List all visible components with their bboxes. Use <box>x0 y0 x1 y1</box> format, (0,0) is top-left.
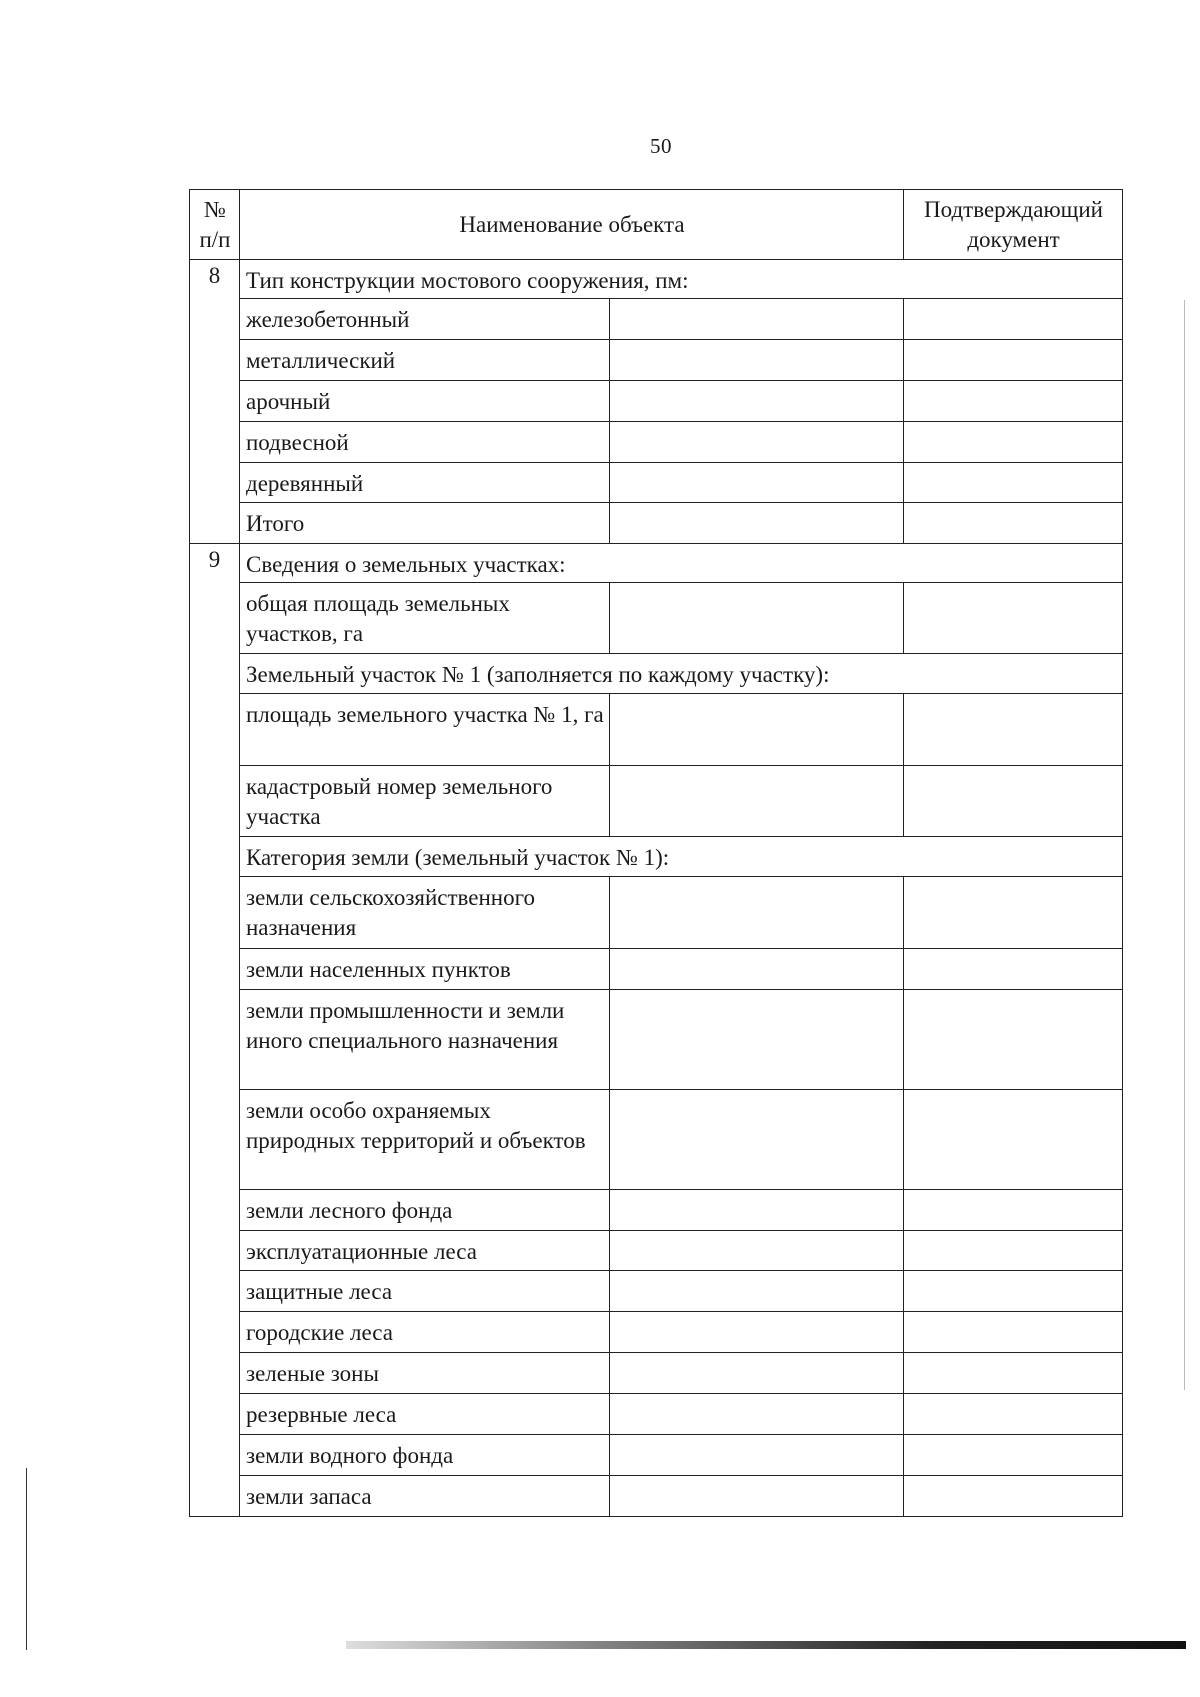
doc-cell[interactable] <box>904 1394 1123 1435</box>
row-label: железобетонный <box>240 299 610 340</box>
table-row-total <box>190 503 1123 544</box>
value-cell[interactable] <box>610 503 904 544</box>
doc-cell[interactable] <box>904 694 1123 766</box>
table-row <box>190 1189 1123 1230</box>
value-cell[interactable] <box>610 876 904 948</box>
page-number: 50 <box>650 134 672 158</box>
table-row <box>190 989 1123 1089</box>
value-cell[interactable] <box>610 1475 904 1516</box>
value-cell[interactable] <box>610 462 904 503</box>
row-label: арочный <box>240 380 610 421</box>
value-cell[interactable] <box>610 766 904 837</box>
value-cell[interactable] <box>610 1089 904 1189</box>
table-row <box>190 1394 1123 1435</box>
row-label: защитные леса <box>240 1271 610 1312</box>
value-cell[interactable] <box>610 989 904 1089</box>
section-8-number: 8 <box>190 260 240 544</box>
row-label: земли промышленности и земли иного специального назначения <box>240 989 610 1089</box>
row-label: городские леса <box>240 1312 610 1353</box>
doc-cell[interactable] <box>904 583 1123 654</box>
value-cell[interactable] <box>610 1353 904 1394</box>
value-cell[interactable] <box>610 1230 904 1271</box>
doc-cell[interactable] <box>904 1435 1123 1476</box>
table-row <box>190 583 1123 654</box>
table-row <box>190 1435 1123 1476</box>
value-cell[interactable] <box>610 1189 904 1230</box>
table-row <box>190 1312 1123 1353</box>
row-label: зеленые зоны <box>240 1353 610 1394</box>
doc-cell[interactable] <box>904 1089 1123 1189</box>
doc-cell[interactable] <box>904 876 1123 948</box>
row-label: подвесной <box>240 421 610 462</box>
row-label: деревянный <box>240 462 610 503</box>
row-label: металлический <box>240 339 610 380</box>
row-label: площадь земельного участка № 1, га <box>240 694 610 766</box>
row-label: Итого <box>240 503 610 544</box>
value-cell[interactable] <box>610 299 904 340</box>
scan-artifact-bottom-bar <box>346 1641 1186 1649</box>
row-label: общая площадь земельных участков, га <box>240 583 610 654</box>
row-label: земли водного фонда <box>240 1435 610 1476</box>
value-cell[interactable] <box>610 1394 904 1435</box>
table-row <box>190 339 1123 380</box>
value-cell[interactable] <box>610 421 904 462</box>
row-label: кадастровый номер земельного участка <box>240 766 610 837</box>
plot-heading-row <box>190 654 1123 694</box>
table-row <box>190 694 1123 766</box>
plot-heading: Земельный участок № 1 (заполняется по каждому участку): <box>240 654 1123 694</box>
table-row <box>190 421 1123 462</box>
row-label: резервные леса <box>240 1394 610 1435</box>
table-row <box>190 462 1123 503</box>
table-row <box>190 1230 1123 1271</box>
table-row <box>190 1353 1123 1394</box>
row-label: земли лесного фонда <box>240 1189 610 1230</box>
doc-cell[interactable] <box>904 1353 1123 1394</box>
table-row <box>190 1089 1123 1189</box>
doc-cell[interactable] <box>904 1312 1123 1353</box>
doc-cell[interactable] <box>904 299 1123 340</box>
table-header-row <box>190 190 1123 260</box>
value-cell[interactable] <box>610 380 904 421</box>
objects-table <box>189 189 1123 1517</box>
table-row <box>190 299 1123 340</box>
category-heading-row <box>190 836 1123 876</box>
value-cell[interactable] <box>610 1435 904 1476</box>
doc-cell[interactable] <box>904 503 1123 544</box>
value-cell[interactable] <box>610 1312 904 1353</box>
table-row <box>190 948 1123 989</box>
value-cell[interactable] <box>610 948 904 989</box>
row-label: земли запаса <box>240 1475 610 1516</box>
doc-cell[interactable] <box>904 1271 1123 1312</box>
table-row <box>190 1271 1123 1312</box>
scan-artifact-left-line <box>26 1468 27 1650</box>
header-doc: Подтверждающий документ <box>904 190 1123 260</box>
section-8-title: Тип конструкции мостового сооружения, пм: <box>240 260 1123 299</box>
row-label: земли населенных пунктов <box>240 948 610 989</box>
row-label: земли особо охраняемых природных территорий и объектов <box>240 1089 610 1189</box>
row-label: земли сельскохозяйственного назначения <box>240 876 610 948</box>
section-8-title-row <box>190 260 1123 299</box>
table-row <box>190 1475 1123 1516</box>
doc-cell[interactable] <box>904 339 1123 380</box>
doc-cell[interactable] <box>904 1475 1123 1516</box>
header-name: Наименование объекта <box>240 190 904 260</box>
doc-cell[interactable] <box>904 421 1123 462</box>
doc-cell[interactable] <box>904 989 1123 1089</box>
section-9-title: Сведения о земельных участках: <box>240 544 1123 583</box>
doc-cell[interactable] <box>904 380 1123 421</box>
category-heading: Категория земли (земельный участок № 1): <box>240 836 1123 876</box>
scan-artifact-right-line <box>1184 300 1185 1390</box>
section-9-title-row <box>190 544 1123 583</box>
doc-cell[interactable] <box>904 462 1123 503</box>
table-row <box>190 766 1123 837</box>
value-cell[interactable] <box>610 1271 904 1312</box>
row-label: эксплуатационные леса <box>240 1230 610 1271</box>
doc-cell[interactable] <box>904 1189 1123 1230</box>
table-row <box>190 876 1123 948</box>
table-row <box>190 380 1123 421</box>
value-cell[interactable] <box>610 694 904 766</box>
value-cell[interactable] <box>610 339 904 380</box>
header-num: № п/п <box>190 190 240 260</box>
value-cell[interactable] <box>610 583 904 654</box>
doc-cell[interactable] <box>904 1230 1123 1271</box>
doc-cell[interactable] <box>904 766 1123 837</box>
section-9-number: 9 <box>190 544 240 1516</box>
doc-cell[interactable] <box>904 948 1123 989</box>
